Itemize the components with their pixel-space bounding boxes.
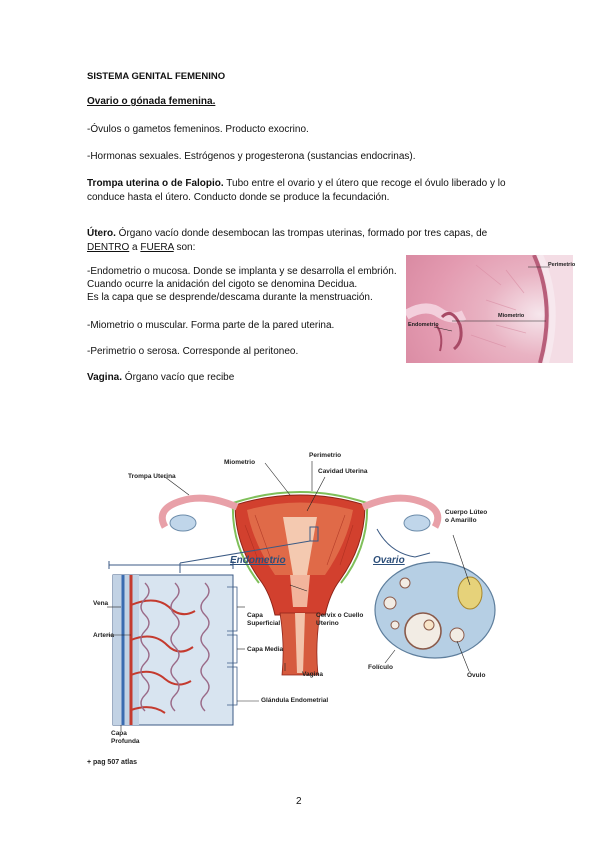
utero-heading: Útero.	[87, 228, 116, 239]
label-cervix-2: Uterino	[316, 620, 339, 627]
label-ovario: Ovario	[373, 555, 405, 566]
endometrio-line-2: Cuando ocurre la anidación del cigoto se denomina Decidua.	[87, 279, 358, 290]
label-endometrio: Endometrio	[230, 555, 286, 566]
miometrio-line: -Miometrio o muscular. Forma parte de la pared uterina.	[87, 320, 335, 331]
endometrium-panel	[113, 575, 237, 725]
label-trompa-uterina: Trompa Uterina	[128, 473, 176, 480]
footnote: + pag 507 atlas	[87, 759, 138, 766]
label-capa-superficial-1: Capa	[247, 612, 263, 619]
trompa-heading: Trompa uterina o de Falopio.	[87, 178, 224, 189]
label-cuerpo-luteo-1: Cuerpo Lúteo	[445, 509, 488, 516]
label-ovulo: Óvulo	[467, 672, 486, 679]
label-miometrio: Miometrio	[224, 459, 256, 466]
vagina-heading: Vagina.	[87, 372, 123, 383]
vagina-paragraph	[87, 372, 234, 384]
label-capa-media: Capa Media	[247, 646, 284, 653]
female-reproductive-diagram	[85, 435, 515, 755]
label-foliculo: Folículo	[368, 664, 393, 671]
ovario-heading: Ovario o gónada femenina.	[87, 96, 216, 107]
label-cervix-1: Cervix o Cuello	[316, 612, 364, 619]
page-title: SISTEMA GENITAL FEMENINO	[87, 71, 226, 82]
label-capa-superficial-2: Superficial	[247, 620, 281, 627]
ovario-item-2: -Hormonas sexuales. Estrógenos y progesterona (sustancias endocrinas).	[87, 151, 416, 162]
label-glandula-endometrial: Glándula Endometrial	[261, 697, 329, 704]
label-cuerpo-luteo-2: o Amarillo	[445, 517, 477, 524]
utero-paragraph-line-2	[87, 242, 195, 254]
ovario-item-1: -Óvulos o gametos femeninos. Producto exocrino.	[87, 124, 309, 135]
label-capa-profunda-2: Profunda	[111, 738, 140, 745]
page-number: 2	[296, 796, 302, 807]
label-arteria: Arteria	[93, 632, 114, 639]
label-capa-profunda-1: Capa	[111, 730, 127, 737]
endometrio-line-3: Es la capa que se desprende/descama durante la menstruación.	[87, 292, 373, 303]
micro-label-perimetrio: Perimetrio	[548, 262, 576, 268]
perimetrio-line: -Perimetrio o serosa. Corresponde al peritoneo.	[87, 346, 299, 357]
trompa-text-2: conduce hasta el útero. Conducto donde se produce la fecundación.	[87, 192, 390, 203]
ovary-left	[170, 515, 196, 531]
label-vena: Vena	[93, 600, 109, 607]
dentro-word: DENTRO	[87, 242, 130, 253]
utero-text-1: Órgano vacío donde desembocan las trompas uterinas, formado por tres capas, de	[115, 228, 488, 239]
label-perimetrio: Perimetrio	[309, 452, 342, 459]
micro-label-endometrio: Endometrio	[408, 322, 439, 328]
label-cavidad-uterina: Cavidad Uterina	[318, 468, 368, 475]
ovary-right	[404, 515, 430, 531]
micro-label-miometrio: Miometrio	[498, 313, 525, 319]
utero-paragraph-line-1	[87, 228, 487, 240]
trompa-text-1: Tubo entre el ovario y el útero que recoge el óvulo liberado y lo	[223, 178, 506, 189]
a-word: a	[129, 242, 141, 253]
uterine-wall-micrograph	[406, 255, 576, 363]
label-vagina: Vagina	[302, 671, 323, 678]
fuera-word: FUERA	[140, 242, 174, 253]
vagina-text: Órgano vacío que recibe	[122, 372, 235, 383]
son-word: son:	[173, 242, 196, 253]
endometrio-line-1: -Endometrio o mucosa. Donde se implanta y se desarrolla el embrión.	[87, 266, 397, 277]
trompa-paragraph-line-1	[87, 178, 506, 190]
